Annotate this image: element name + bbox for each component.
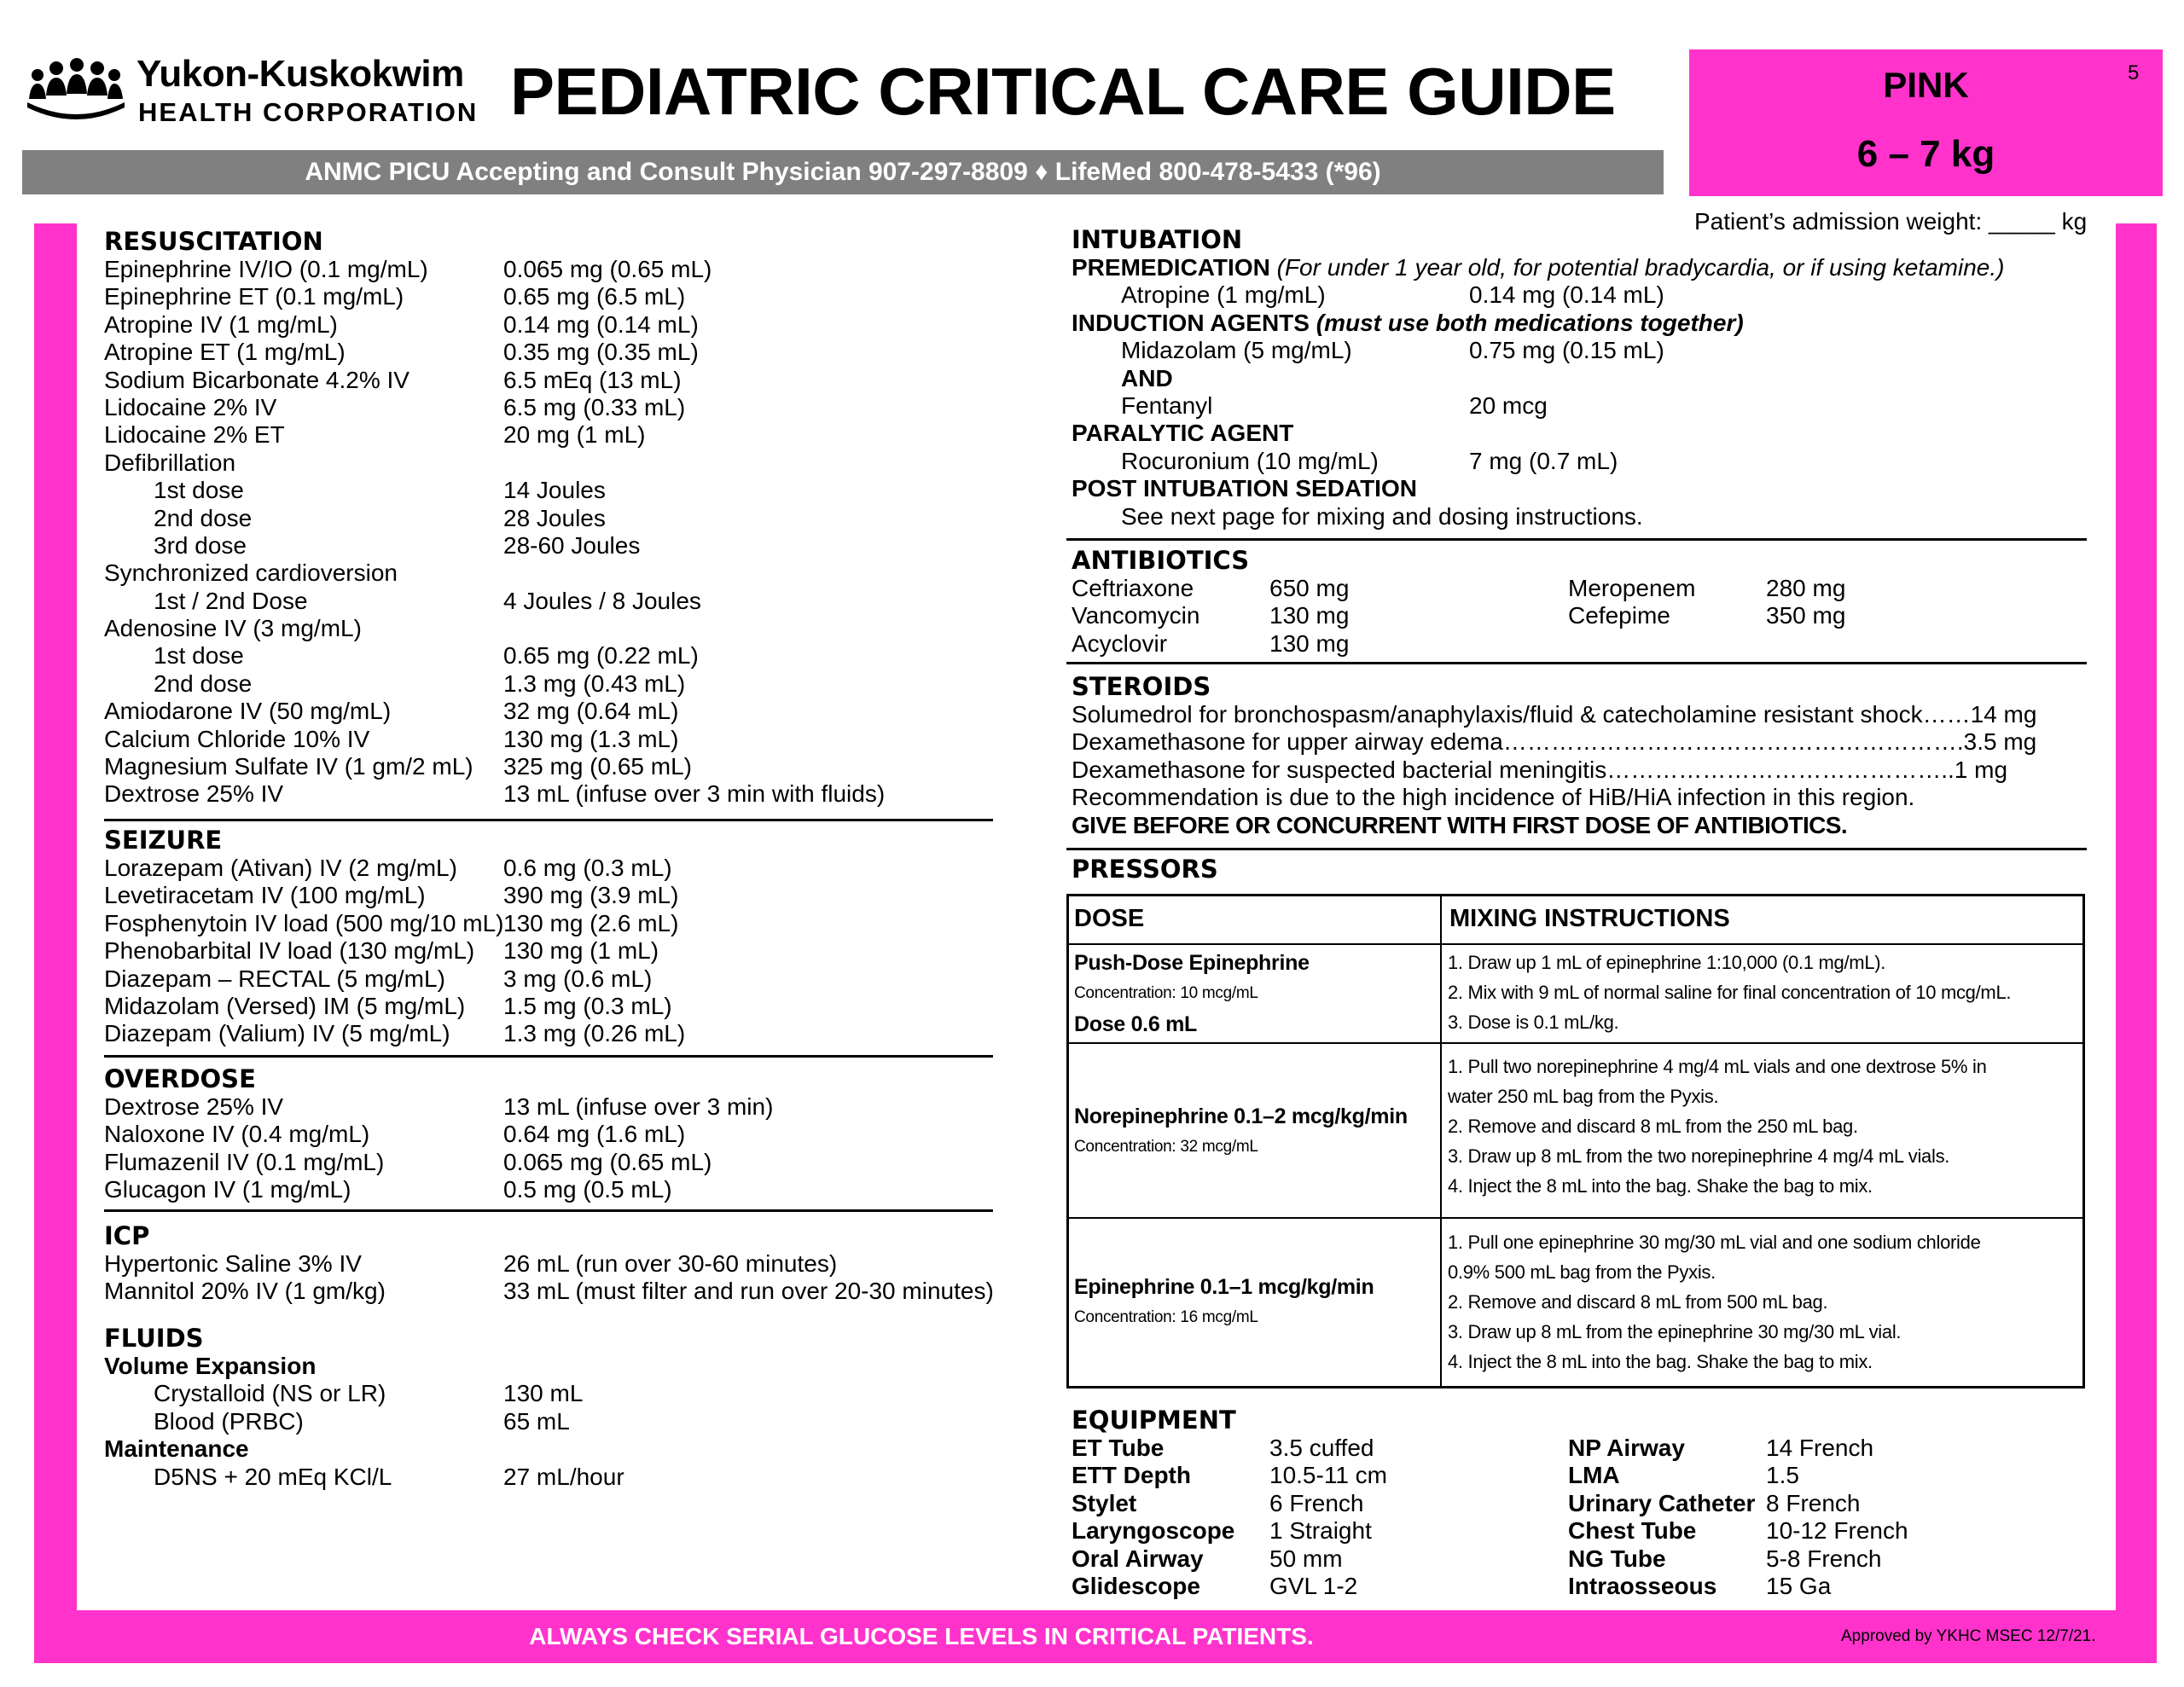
drug-dose: 390 mg (3.9 mL) [503,882,679,909]
equipment-size: 8 French [1766,1489,1861,1516]
equipment-size: 15 Ga [1766,1572,1832,1599]
fluids-list [104,1353,1000,1491]
dose-row [104,780,1000,808]
drug-dose: 20 mg (1 mL) [503,421,646,449]
drug-label: Rocuronium (10 mg/mL) [1121,447,1379,474]
drug-dose: 0.65 mg (6.5 mL) [503,283,686,310]
weight-range: 6 – 7 kg [1856,133,1995,175]
divider [104,1055,993,1058]
equipment-size: 5-8 French [1766,1545,1882,1572]
dose-row [104,910,1000,937]
equipment-size: 50 mm [1269,1545,1343,1572]
drug-label: Dextrose 25% IV [104,780,284,808]
page-title: PEDIATRIC CRITICAL CARE GUIDE [510,54,1616,129]
dose-row [104,588,1000,615]
dose-row [1072,602,1549,629]
dose-row [104,1464,1000,1491]
drug-label: Acyclovir [1072,629,1168,657]
right-pink-border [2116,223,2157,1626]
and-label: AND [1121,364,1173,391]
drug-dose: 28 Joules [503,504,606,531]
dose-row [1568,1462,2046,1489]
pressors-table [1066,894,2085,1388]
divider [104,819,993,821]
steroid-dose: 14 mg [1970,701,2037,728]
post-sedation-label: POST INTUBATION SEDATION [1072,475,1417,502]
section-heading-resuscitation: RESUSCITATION [104,227,323,256]
drug-dose: 130 mL [503,1380,584,1407]
equipment-label: ETT Depth [1072,1462,1191,1489]
drug-label: D5NS + 20 mEq KCl/L [154,1463,392,1490]
drug-label: Hypertonic Saline 3% IV [104,1250,362,1277]
drug-label: Lorazepam (Ativan) IV (2 mg/mL) [104,855,457,881]
mixing-step: 0.9% 500 mL bag from the Pyxis. [1448,1261,1716,1283]
section-heading-icp: ICP [104,1221,150,1250]
drug-label: Crystalloid (NS or LR) [154,1380,386,1407]
paralytic-label: PARALYTIC AGENT [1072,420,1294,447]
drug-dose: 14 Joules [503,477,606,504]
equipment-label: ET Tube [1072,1435,1165,1461]
mixing-step: 1. Pull two norepinephrine 4 mg/4 mL vials and one dextrose 5% in [1448,1056,1987,1077]
induction-note: (must use both medications together) [1316,309,1744,336]
drug-label: Flumazenil IV (0.1 mg/mL) [104,1148,385,1175]
seizure-list [104,855,1000,1048]
dose-row [104,1250,1025,1278]
steroids-list [1072,701,2078,784]
drug-dose: 1.5 mg (0.3 mL) [503,992,672,1019]
equipment-label: Laryngoscope [1072,1517,1235,1545]
drug-dose: 0.14 mg (0.14 mL) [503,310,699,338]
dose-row [104,394,1000,421]
dose-row [104,367,1000,394]
section-heading-fluids: FLUIDS [104,1324,204,1353]
dose-row [1072,1573,1549,1600]
steroid-dose: 1 mg [1954,756,2008,783]
drug-dose: 650 mg [1269,575,1350,601]
glucose-warning: ALWAYS CHECK SERIAL GLUCOSE LEVELS IN CRITICAL PATIENTS. [529,1623,1314,1649]
antibiotics-section [1072,546,2095,660]
color-label: PINK [1883,65,1969,105]
drug-dose: 0.14 mg (0.14 mL) [1469,281,1664,309]
drug-label: 1st dose [154,477,244,504]
dose-row [104,283,1000,310]
pressor-dose: Dose 0.6 mL [1074,1012,1197,1036]
equipment-size: 1 Straight [1269,1517,1372,1545]
pressor-name: Push-Dose Epinephrine [1074,951,1310,975]
drug-label: Synchronized cardioversion [104,559,398,587]
steroid-indication: Dexamethasone for upper airway edema…………………………………………………. [1072,728,1964,756]
drug-label: Fosphenytoin IV load (500 mg/10 mL) [104,909,504,936]
table-divider [1069,943,2082,945]
drug-dose: 27 mL/hour [503,1463,624,1490]
mixing-instructions-cell [1448,1052,1987,1201]
mixing-step: water 250 mL bag from the Pyxis. [1448,1086,1719,1107]
column-header-dose: DOSE [1074,905,1145,932]
dose-row [1072,1517,1549,1545]
drug-dose: 325 mg (0.65 mL) [503,753,692,780]
pressor-name: Norepinephrine 0.1–2 mcg/kg/min [1074,1104,1408,1128]
drug-dose: 1.3 mg (0.26 mL) [503,1020,686,1047]
drug-label: Magnesium Sulfate IV (1 gm/2 mL) [104,753,473,780]
dose-row [104,1353,1000,1380]
dose-row [1072,630,1549,658]
divider [1066,538,2087,541]
seizure-section [104,826,1000,1048]
left-column [104,227,1000,809]
dose-row [104,1020,1000,1047]
mixing-step: 3. Draw up 8 mL from the epinephrine 30 mg/30 mL vial. [1448,1321,1902,1342]
dose-row [104,1435,1000,1463]
drug-label: Glucagon IV (1 mg/mL) [104,1176,351,1203]
admission-weight: Patient’s admission weight: _____ kg [1694,208,2088,235]
resuscitation-list [104,256,1000,809]
dose-row [1072,1490,1549,1517]
contact-bar: ANMC PICU Accepting and Consult Physician 907-297-8809 ♦ LifeMed 800-478-5433 (*96) [22,150,1664,194]
drug-dose: 0.5 mg (0.5 mL) [503,1176,672,1203]
equipment-size: 10.5-11 cm [1269,1462,1387,1489]
steroid-indication: Solumedrol for bronchospasm/anaphylaxis/fluid & catecholamine resistant shock…… [1072,701,1971,728]
drug-dose: 130 mg (1 mL) [503,937,659,965]
equipment-left-list [1072,1435,1549,1600]
dose-row [104,698,1000,725]
drug-dose: 26 mL (run over 30-60 minutes) [503,1250,838,1277]
drug-label: Naloxone IV (0.4 mg/mL) [104,1121,370,1148]
drug-label: Levetiracetam IV (100 mg/mL) [104,882,426,909]
dose-row [104,505,1000,532]
mixing-instructions-cell [1448,948,2011,1037]
icp-list [104,1250,1025,1306]
drug-dose: 3 mg (0.6 mL) [503,965,653,992]
dose-row [104,855,1000,882]
post-sedation-note: See next page for mixing and dosing instructions. [1121,502,1643,530]
dose-row [104,753,1000,780]
dose-row [104,965,1000,993]
table-divider [1440,896,1442,1386]
org-subtitle: HEALTH CORPORATION [138,97,479,127]
dose-row [104,726,1000,753]
drug-label: Vancomycin [1072,602,1200,629]
drug-label: Midazolam (5 mg/mL) [1121,337,1352,364]
dose-row [104,993,1000,1020]
dose-row [104,642,1000,670]
drug-dose: 0.6 mg (0.3 mL) [503,855,672,881]
section-heading-pressors: PRESSORS [1072,855,1218,884]
drug-label: Dextrose 25% IV [104,1093,284,1120]
antibiotics-left-list [1072,575,1549,658]
drug-dose: 20 mcg [1469,391,1548,419]
pressors-heading-wrap [1072,855,1583,884]
org-logo [26,53,479,138]
people-logo-icon [26,56,126,125]
mixing-step: 3. Dose is 0.1 mL/kg. [1448,1012,1619,1033]
section-heading-equipment: EQUIPMENT [1072,1406,1236,1435]
dose-row [104,256,1000,283]
icp-section [104,1221,1025,1306]
drug-dose: 0.065 mg (0.65 mL) [503,256,712,282]
drug-label: Diazepam (Valium) IV (5 mg/mL) [104,1020,450,1047]
drug-label: Diazepam – RECTAL (5 mg/mL) [104,965,445,992]
drug-dose: 0.35 mg (0.35 mL) [503,339,699,366]
dose-row [104,1149,1000,1176]
fluids-section [104,1324,1000,1491]
dose-row [1568,1435,2046,1462]
steroid-indication: Dexamethasone for suspected bacterial meningitis…………………………………….. [1072,756,1955,783]
mixing-step: 4. Inject the 8 mL into the bag. Shake the bag to mix. [1448,1351,1873,1372]
drug-label: 3rd dose [154,531,247,559]
dose-row [1568,602,2046,629]
equipment-size: GVL 1-2 [1269,1572,1358,1599]
drug-dose: 0.64 mg (1.6 mL) [503,1121,686,1148]
drug-dose: 13 mL (infuse over 3 min with fluids) [503,780,886,808]
drug-label: Ceftriaxone [1072,575,1194,601]
mixing-step: 2. Mix with 9 mL of normal saline for final concentration of 10 mcg/mL. [1448,982,2012,1003]
dose-row [104,670,1000,698]
dose-row [104,1380,1000,1407]
drug-label: 1st / 2nd Dose [154,587,308,614]
section-heading-steroids: STEROIDS [1072,672,1211,701]
drug-label: Mannitol 20% IV (1 gm/kg) [104,1278,386,1305]
dose-row [104,1176,1000,1203]
equipment-size: 14 French [1766,1435,1874,1461]
induction-label: INDUCTION AGENTS [1072,309,1310,336]
dose-row [104,311,1000,339]
weight-color-box [1689,49,2163,196]
drug-label: Calcium Chloride 10% IV [104,725,370,752]
equipment-size: 1.5 [1766,1462,1799,1489]
dose-row [1072,1462,1549,1489]
pressor-concentration: Concentration: 10 mcg/mL [1074,984,1258,1002]
drug-label: Atropine IV (1 mg/mL) [104,310,338,338]
premedication-label: PREMEDICATION [1072,254,1270,281]
mixing-step: 2. Remove and discard 8 mL from 500 mL bag. [1448,1291,1828,1313]
dose-row [1568,1517,2046,1545]
dose-row [104,421,1000,449]
equipment-label: Chest Tube [1568,1517,1697,1545]
drug-dose: 33 mL (must filter and run over 20-30 minutes) [503,1278,994,1305]
steroids-note: Recommendation is due to the high incidence of HiB/HiA infection in this region. [1072,784,1915,811]
drug-dose: 28-60 Joules [503,531,641,559]
drug-label: Maintenance [104,1435,249,1463]
dose-row [104,1278,1025,1305]
dose-row [1568,1545,2046,1573]
equipment-size: 6 French [1269,1489,1364,1516]
pressor-dose-cell [1074,1272,1374,1333]
divider [1066,848,2087,850]
drug-dose: 7 mg (0.7 mL) [1469,447,1618,474]
left-pink-border [34,223,77,1626]
equipment-label: NG Tube [1568,1545,1666,1572]
dose-row [104,477,1000,504]
equipment-size: 3.5 cuffed [1269,1435,1374,1461]
section-heading-antibiotics: ANTIBIOTICS [1072,546,1250,575]
pressor-concentration: Concentration: 32 mcg/mL [1074,1138,1258,1156]
table-divider [1069,1042,2082,1044]
antibiotics-right-list [1568,575,2046,630]
dose-row [104,1408,1000,1435]
equipment-section [1072,1406,2095,1605]
mixing-step: 2. Remove and discard 8 mL from the 250 mL bag. [1448,1116,1858,1137]
steroid-row [1072,757,2078,784]
dose-row [1072,1545,1549,1573]
drug-label: Epinephrine ET (0.1 mg/mL) [104,283,404,310]
dose-row [104,1121,1000,1148]
steroids-section [1072,672,2078,839]
drug-label: Adenosine IV (3 mg/mL) [104,615,362,642]
drug-dose: 350 mg [1766,602,1846,629]
drug-dose: 4 Joules / 8 Joules [503,587,701,614]
drug-dose: 130 mg [1269,629,1350,657]
dose-row [104,532,1000,559]
overdose-section [104,1064,1000,1204]
equipment-label: NP Airway [1568,1435,1685,1461]
intubation-section [1072,225,2095,530]
dose-row [1568,1573,2046,1600]
drug-label: Amiodarone IV (50 mg/mL) [104,698,392,725]
mixing-step: 1. Pull one epinephrine 30 mg/30 mL vial and one sodium chloride [1448,1232,1981,1253]
column-header-mixing: MIXING INSTRUCTIONS [1449,905,1730,932]
mixing-step: 4. Inject the 8 mL into the bag. Shake the bag to mix. [1448,1175,1873,1197]
equipment-label: LMA [1568,1462,1620,1489]
pressor-name: Epinephrine 0.1–1 mcg/kg/min [1074,1275,1374,1299]
drug-dose: 6.5 mEq (13 mL) [503,366,682,393]
drug-dose: 13 mL (infuse over 3 min) [503,1093,774,1120]
drug-dose: 32 mg (0.64 mL) [503,698,679,725]
drug-label: Sodium Bicarbonate 4.2% IV [104,366,410,393]
mixing-step: 1. Draw up 1 mL of epinephrine 1:10,000 (0.1 mg/mL). [1448,952,1886,973]
table-divider [1069,1217,2082,1219]
dose-row [104,1093,1000,1121]
pressor-dose-cell [1074,948,1310,1040]
drug-dose: 0.75 mg (0.15 mL) [1469,337,1664,364]
drug-dose: 0.65 mg (0.22 mL) [503,642,699,670]
drug-label: Volume Expansion [104,1353,317,1379]
dose-row [104,882,1000,909]
drug-dose: 6.5 mg (0.33 mL) [503,393,686,420]
equipment-label: Stylet [1072,1489,1137,1516]
divider [104,1209,993,1212]
drug-label: 1st dose [154,642,244,670]
equipment-label: Glidescope [1072,1572,1200,1599]
section-heading-intubation: INTUBATION [1072,225,1243,254]
drug-label: Phenobarbital IV load (130 mg/mL) [104,937,475,965]
drug-label: Lidocaine 2% ET [104,421,285,449]
equipment-right-list [1568,1435,2046,1600]
dose-row [1072,1435,1549,1462]
equipment-label: Intraosseous [1568,1572,1717,1599]
approval-note: Approved by YKHC MSEC 12/7/21. [1841,1627,2096,1645]
steroid-row [1072,728,2078,756]
drug-label: Midazolam (Versed) IM (5 mg/mL) [104,992,466,1019]
dose-row [1568,575,2046,602]
org-name: Yukon-Kuskokwim [136,53,464,95]
section-heading-overdose: OVERDOSE [104,1064,256,1093]
overdose-list [104,1093,1000,1204]
drug-label: Atropine ET (1 mg/mL) [104,339,346,366]
drug-label: Fentanyl [1121,391,1213,419]
drug-label: Blood (PRBC) [154,1407,304,1435]
drug-label: 2nd dose [154,670,253,697]
mixing-instructions-cell [1448,1227,1981,1377]
drug-label: Atropine (1 mg/mL) [1121,281,1326,309]
drug-label: Lidocaine 2% IV [104,393,277,420]
drug-label: Defibrillation [104,449,236,476]
drug-dose: 280 mg [1766,575,1846,601]
drug-dose: 130 mg (1.3 mL) [503,725,679,752]
drug-dose: 130 mg (2.6 mL) [503,909,679,936]
equipment-label: Urinary Catheter [1568,1489,1756,1516]
dose-row [104,615,1000,642]
pressor-concentration: Concentration: 16 mcg/mL [1074,1308,1258,1326]
section-heading-seizure: SEIZURE [104,826,223,855]
drug-dose: 1.3 mg (0.43 mL) [503,670,686,697]
pressor-dose-cell [1074,1101,1408,1162]
dose-row [104,559,1000,587]
dose-row [104,937,1000,965]
steroid-row [1072,701,2078,728]
divider [1066,662,2087,664]
equipment-size: 10-12 French [1766,1517,1908,1545]
drug-label: Meropenem [1568,575,1696,601]
page-number: 5 [2128,61,2140,84]
dose-row [104,449,1000,477]
dose-row [1072,575,1549,602]
drug-label: Cefepime [1568,602,1670,629]
dose-row [1568,1490,2046,1517]
drug-dose: 65 mL [503,1407,570,1435]
dose-row [104,339,1000,366]
steroids-warning: GIVE BEFORE OR CONCURRENT WITH FIRST DOSE OF ANTIBIOTICS. [1072,811,1847,838]
drug-label: 2nd dose [154,504,253,531]
premedication-note: (For under 1 year old, for potential bradycardia, or if using ketamine.) [1276,254,2005,281]
equipment-label: Oral Airway [1072,1545,1204,1572]
steroid-dose: 3.5 mg [1963,728,2037,756]
drug-dose: 0.065 mg (0.65 mL) [503,1148,712,1175]
drug-label: Epinephrine IV/IO (0.1 mg/mL) [104,256,428,282]
mixing-step: 3. Draw up 8 mL from the two norepinephrine 4 mg/4 mL vials. [1448,1145,1950,1167]
drug-dose: 130 mg [1269,602,1350,629]
